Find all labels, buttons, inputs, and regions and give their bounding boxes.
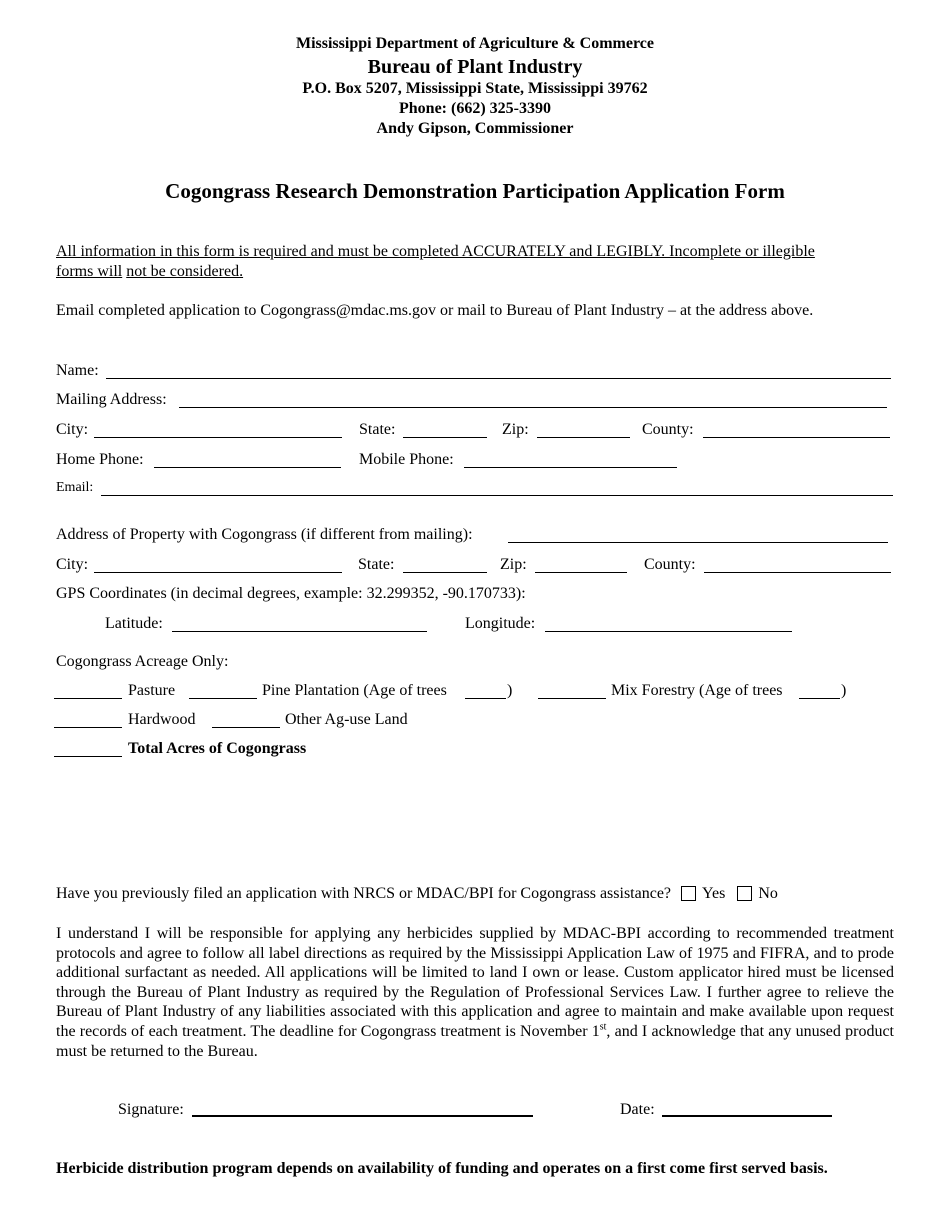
longitude-label: Longitude: <box>465 615 536 632</box>
agreement-superscript: st <box>599 1021 607 1033</box>
other-ag-acres-field[interactable] <box>212 727 280 728</box>
agency-phone: Phone: (662) 325-3390 <box>399 100 551 117</box>
no-label: No <box>758 885 778 902</box>
property-zip-field[interactable] <box>535 572 627 573</box>
pasture-label: Pasture <box>128 682 176 699</box>
previous-application-question <box>56 885 778 903</box>
mobile-phone-field[interactable] <box>464 467 677 468</box>
signature-field[interactable] <box>192 1115 533 1117</box>
agreement-paragraph <box>56 924 894 1061</box>
property-city-field[interactable] <box>94 572 342 573</box>
hardwood-label: Hardwood <box>128 711 196 728</box>
agreement-tail: , and I acknowledge that any unused product must be returned to the Bureau. <box>56 1022 894 1060</box>
other-ag-label: Other Ag-use Land <box>285 711 408 728</box>
gps-label: GPS Coordinates (in decimal degrees, example: 32.299352, -90.170733): <box>56 585 526 602</box>
pine-close-paren: ) <box>507 682 513 699</box>
property-county-field[interactable] <box>704 572 891 573</box>
property-address-field[interactable] <box>508 542 888 543</box>
notice-line-1: All information in this form is required and must be completed ACCURATELY and LEGIBLY. Incomplete or illegible <box>56 243 815 260</box>
yes-checkbox[interactable] <box>681 886 696 901</box>
signature-label: Signature: <box>118 1101 184 1118</box>
city-field[interactable] <box>94 437 342 438</box>
property-address-label: Address of Property with Cogongrass (if different from mailing): <box>56 526 473 543</box>
total-acres-field[interactable] <box>54 756 122 757</box>
no-option[interactable] <box>737 885 778 902</box>
mobile-phone-label: Mobile Phone: <box>359 451 454 468</box>
mailing-address-field[interactable] <box>179 407 887 408</box>
mix-forestry-acres-field[interactable] <box>538 698 606 699</box>
yes-option[interactable] <box>681 885 725 902</box>
city-label: City: <box>56 421 89 438</box>
form-title: Cogongrass Research Demonstration Participation Application Form <box>165 179 785 203</box>
agency-name: Mississippi Department of Agriculture & Commerce <box>295 35 654 52</box>
latitude-field[interactable] <box>172 631 427 632</box>
acreage-heading: Cogongrass Acreage Only: <box>56 653 229 670</box>
date-field[interactable] <box>662 1115 832 1117</box>
county-field[interactable] <box>703 437 890 438</box>
pine-tree-age-field[interactable] <box>465 698 506 699</box>
total-acres-label: Total Acres of Cogongrass <box>128 740 307 757</box>
yes-label: Yes <box>702 885 726 902</box>
pine-plantation-acres-field[interactable] <box>189 698 257 699</box>
mix-close-paren: ) <box>841 682 847 699</box>
name-label: Name: <box>56 362 99 379</box>
notice-line-2 <box>56 263 243 281</box>
home-phone-label: Home Phone: <box>56 451 144 468</box>
home-phone-field[interactable] <box>154 467 341 468</box>
notice-line-2a: forms will <box>56 263 123 280</box>
property-zip-label: Zip: <box>500 556 527 573</box>
mailing-address-label: Mailing Address: <box>56 391 167 408</box>
name-field[interactable] <box>106 378 891 379</box>
email-label: Email: <box>56 480 94 495</box>
hardwood-acres-field[interactable] <box>54 727 122 728</box>
no-checkbox[interactable] <box>737 886 752 901</box>
state-label: State: <box>359 421 396 438</box>
county-label: County: <box>642 421 694 438</box>
property-county-label: County: <box>644 556 696 573</box>
property-state-field[interactable] <box>403 572 487 573</box>
zip-field[interactable] <box>537 437 630 438</box>
pasture-acres-field[interactable] <box>54 698 122 699</box>
property-city-label: City: <box>56 556 89 573</box>
mix-forestry-label: Mix Forestry (Age of trees <box>611 682 783 699</box>
property-state-label: State: <box>358 556 395 573</box>
previous-question-text: Have you previously filed an application with NRCS or MDAC/BPI for Cogongrass assistance? <box>56 885 672 902</box>
notice-line-2b: not be considered. <box>126 263 244 280</box>
agency-address: P.O. Box 5207, Mississippi State, Mississippi 39762 <box>302 80 648 97</box>
pine-plantation-label: Pine Plantation (Age of trees <box>262 682 447 699</box>
state-field[interactable] <box>403 437 487 438</box>
commissioner: Andy Gipson, Commissioner <box>376 120 574 137</box>
footer-note: Herbicide distribution program depends on availability of funding and operates on a first come first served basis. <box>56 1160 828 1177</box>
latitude-label: Latitude: <box>105 615 163 632</box>
email-instruction: Email completed application to Cogongrass@mdac.ms.gov or mail to Bureau of Plant Industry – at the address above. <box>56 302 814 319</box>
email-field[interactable] <box>101 495 893 496</box>
longitude-field[interactable] <box>545 631 792 632</box>
agreement-text: I understand I will be responsible for applying any herbicides supplied by MDAC-BPI according to recommended treatment protocols and agree to follow all label directions as required by the Mississippi Application Law of 1975 and FIFRA, and to prode additional surfactant as needed. All applications will be limited to land I own or lease. Custom applicator hired must be licensed through the Bureau of Plant Industry as required by the Regulation of Professional Services Law. I further agree to relieve the Bureau of Plant Industry of any liabilities associated with this application and agree to maintain and make available upon request the records of each treatment. The deadline for Cogongrass treatment is November 1 <box>56 925 894 1040</box>
bureau-name: Bureau of Plant Industry <box>367 56 583 78</box>
mix-tree-age-field[interactable] <box>799 698 840 699</box>
zip-label: Zip: <box>502 421 529 438</box>
date-label: Date: <box>620 1101 655 1118</box>
